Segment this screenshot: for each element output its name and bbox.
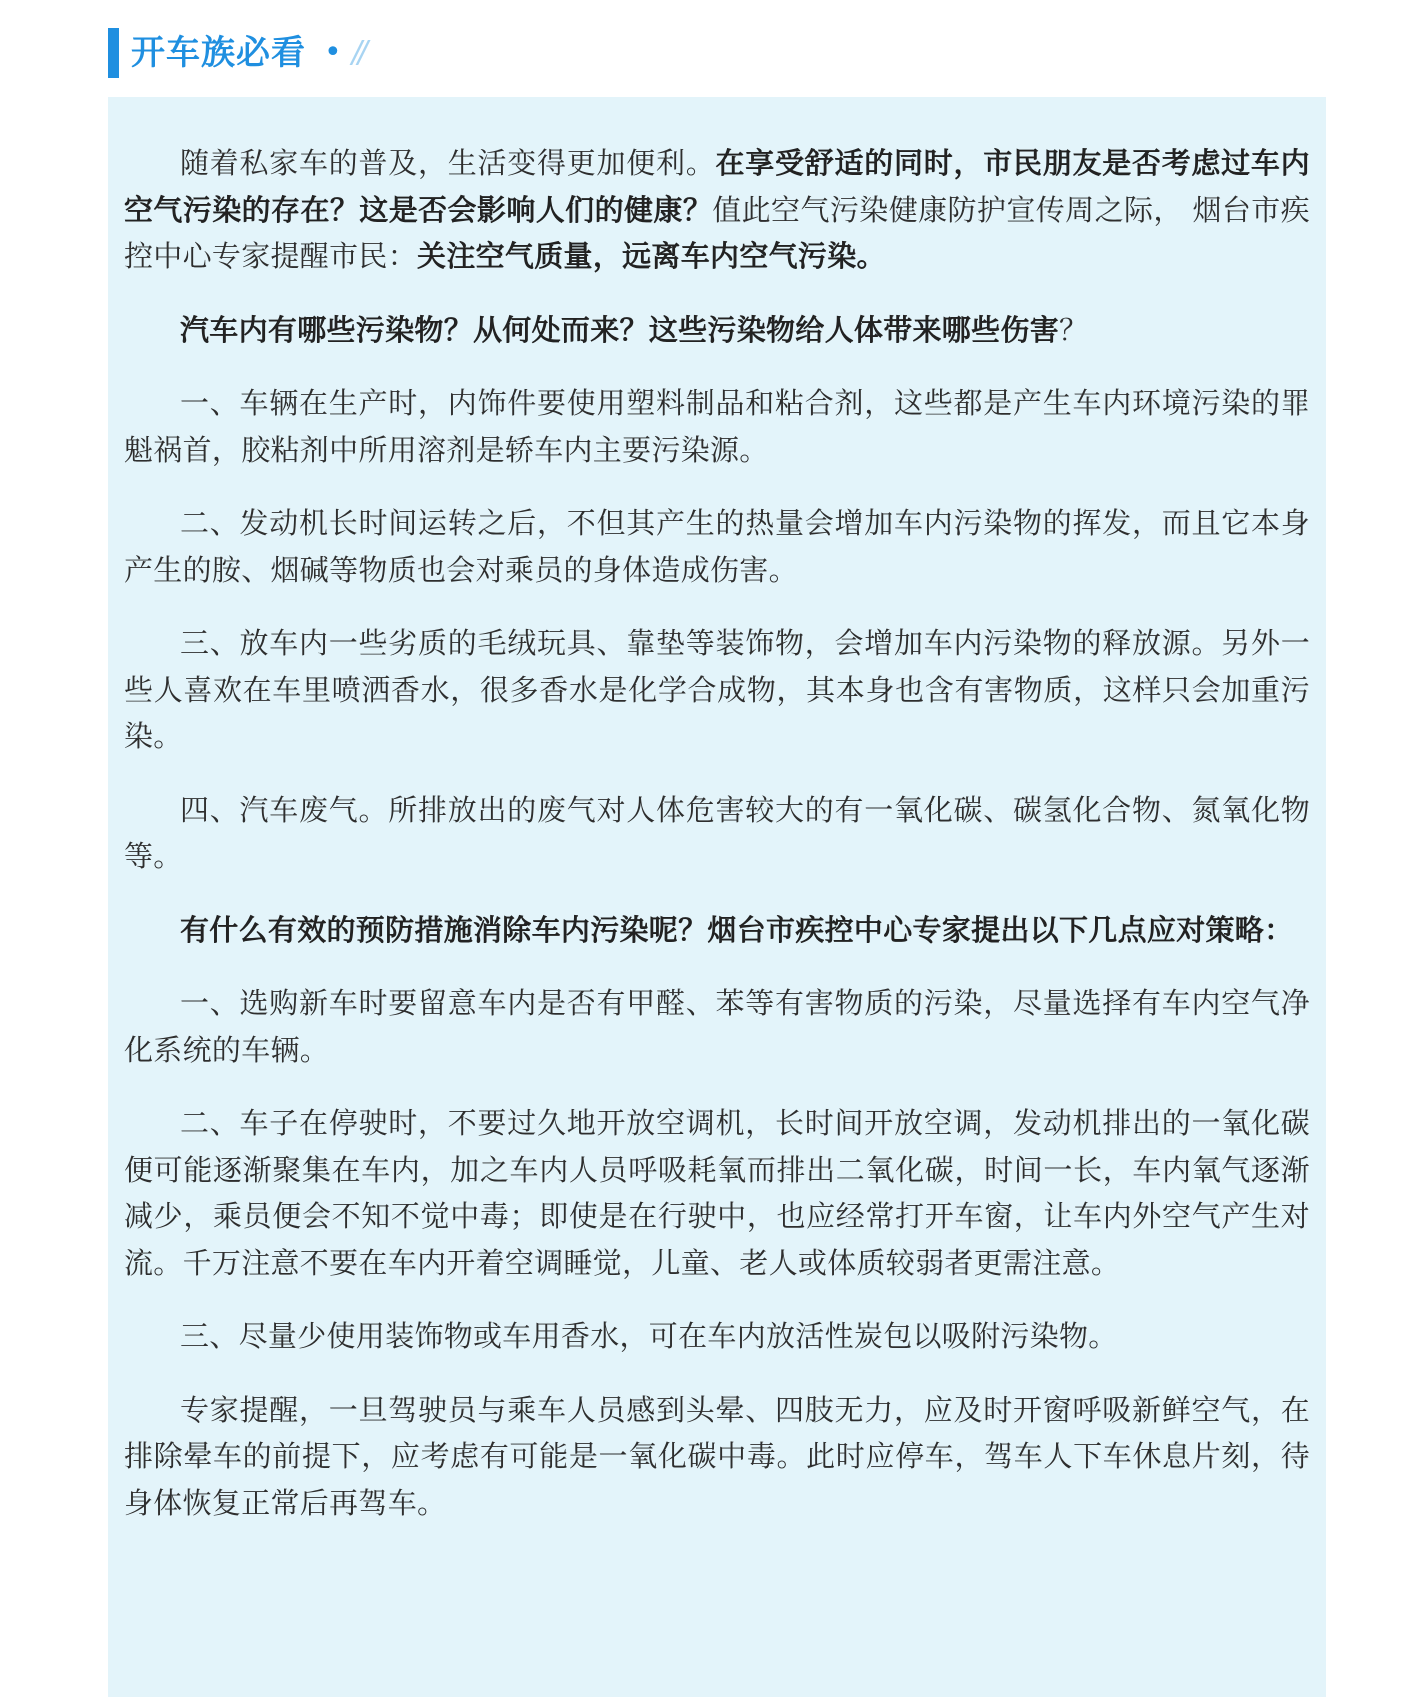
source-item-2: 二、发动机长时间运转之后，不但其产生的热量会增加车内污染物的挥发，而且它本身产生的胺、烟碱等物质也会对乘员的身体造成伤害。 — [124, 506, 1310, 587]
measure-item-2: 二、车子在停驶时，不要过久地开放空调机，长时间开放空调，发动机排出的一氧化碳便可能逐渐聚集在车内，加之车内人员呼吸耗氧而排出二氧化碳，时间一长，车内氧气逐渐减少，乘员便会不知不觉中毒；即使是在行驶中，也应经常打开车窗，让车内外空气产生对流。千万注意不要在车内开着空调睡觉，儿童、老人或体质较弱者更需注意。 — [124, 1106, 1310, 1280]
prevention-heading: 有什么有效的预防措施消除车内污染呢？烟台市疾控中心专家提出以下几点应对策略： — [180, 912, 1294, 947]
intro-text-c: 值此空气污染健康防护宣传周之际， 烟台市疾控中心专家提醒市民： — [124, 192, 1310, 273]
expert-reminder: 专家提醒，一旦驾驶员与乘车人员感到头晕、四肢无力，应及时开窗呼吸新鲜空气，在排除晕车的前提下，应考虑有可能是一氧化碳中毒。此时应停车，驾车人下车休息片刻，待身体恢复正常后再驾车。 — [124, 1392, 1310, 1520]
article-body — [124, 140, 1310, 1553]
intro-paragraph — [124, 140, 1310, 280]
header-accent-bar — [108, 28, 119, 78]
section-title: 开车族必看 — [131, 33, 306, 73]
section-header — [108, 28, 364, 78]
measure-item-1: 一、选购新车时要留意车内是否有甲醛、苯等有害物质的污染，尽量选择有车内空气净化系统的车辆。 — [124, 986, 1310, 1067]
pollutant-question-bold: 汽车内有哪些污染物？从何处而来？这些污染物给人体带来哪些伤害 — [180, 312, 1060, 347]
intro-bold-question: 在享受舒适的同时，市民朋友是否考虑过车内空气污染的存在？这是否会影响人们的健康？ — [124, 146, 1310, 227]
intro-text-a: 随着私家车的普及，生活变得更加便利。 — [180, 146, 716, 180]
source-item-3: 三、放车内一些劣质的毛绒玩具、靠垫等装饰物，会增加车内污染物的释放源。另外一些人喜欢在车里喷洒香水，很多香水是化学合成物，其本身也含有害物质，这样只会加重污染。 — [124, 626, 1310, 753]
intro-bold-tagline: 关注空气质量，远离车内空气污染。 — [417, 239, 886, 273]
header-dot-decoration: • — [324, 35, 342, 70]
header-slash-decoration: // — [351, 35, 364, 70]
source-item-4: 四、汽车废气。所排放出的废气对人体危害较大的有一氧化碳、碳氢化合物、氮氧化物等。 — [124, 792, 1310, 873]
source-item-1: 一、车辆在生产时，内饰件要使用塑料制品和粘合剂，这些都是产生车内环境污染的罪魁祸首，胶粘剂中所用溶剂是轿车内主要污染源。 — [124, 386, 1310, 467]
measure-item-3: 三、尽量少使用装饰物或车用香水，可在车内放活性炭包以吸附污染物。 — [180, 1319, 1118, 1353]
pollutant-question-heading — [124, 307, 1310, 354]
pollutant-question-mark: ？ — [1059, 312, 1089, 347]
